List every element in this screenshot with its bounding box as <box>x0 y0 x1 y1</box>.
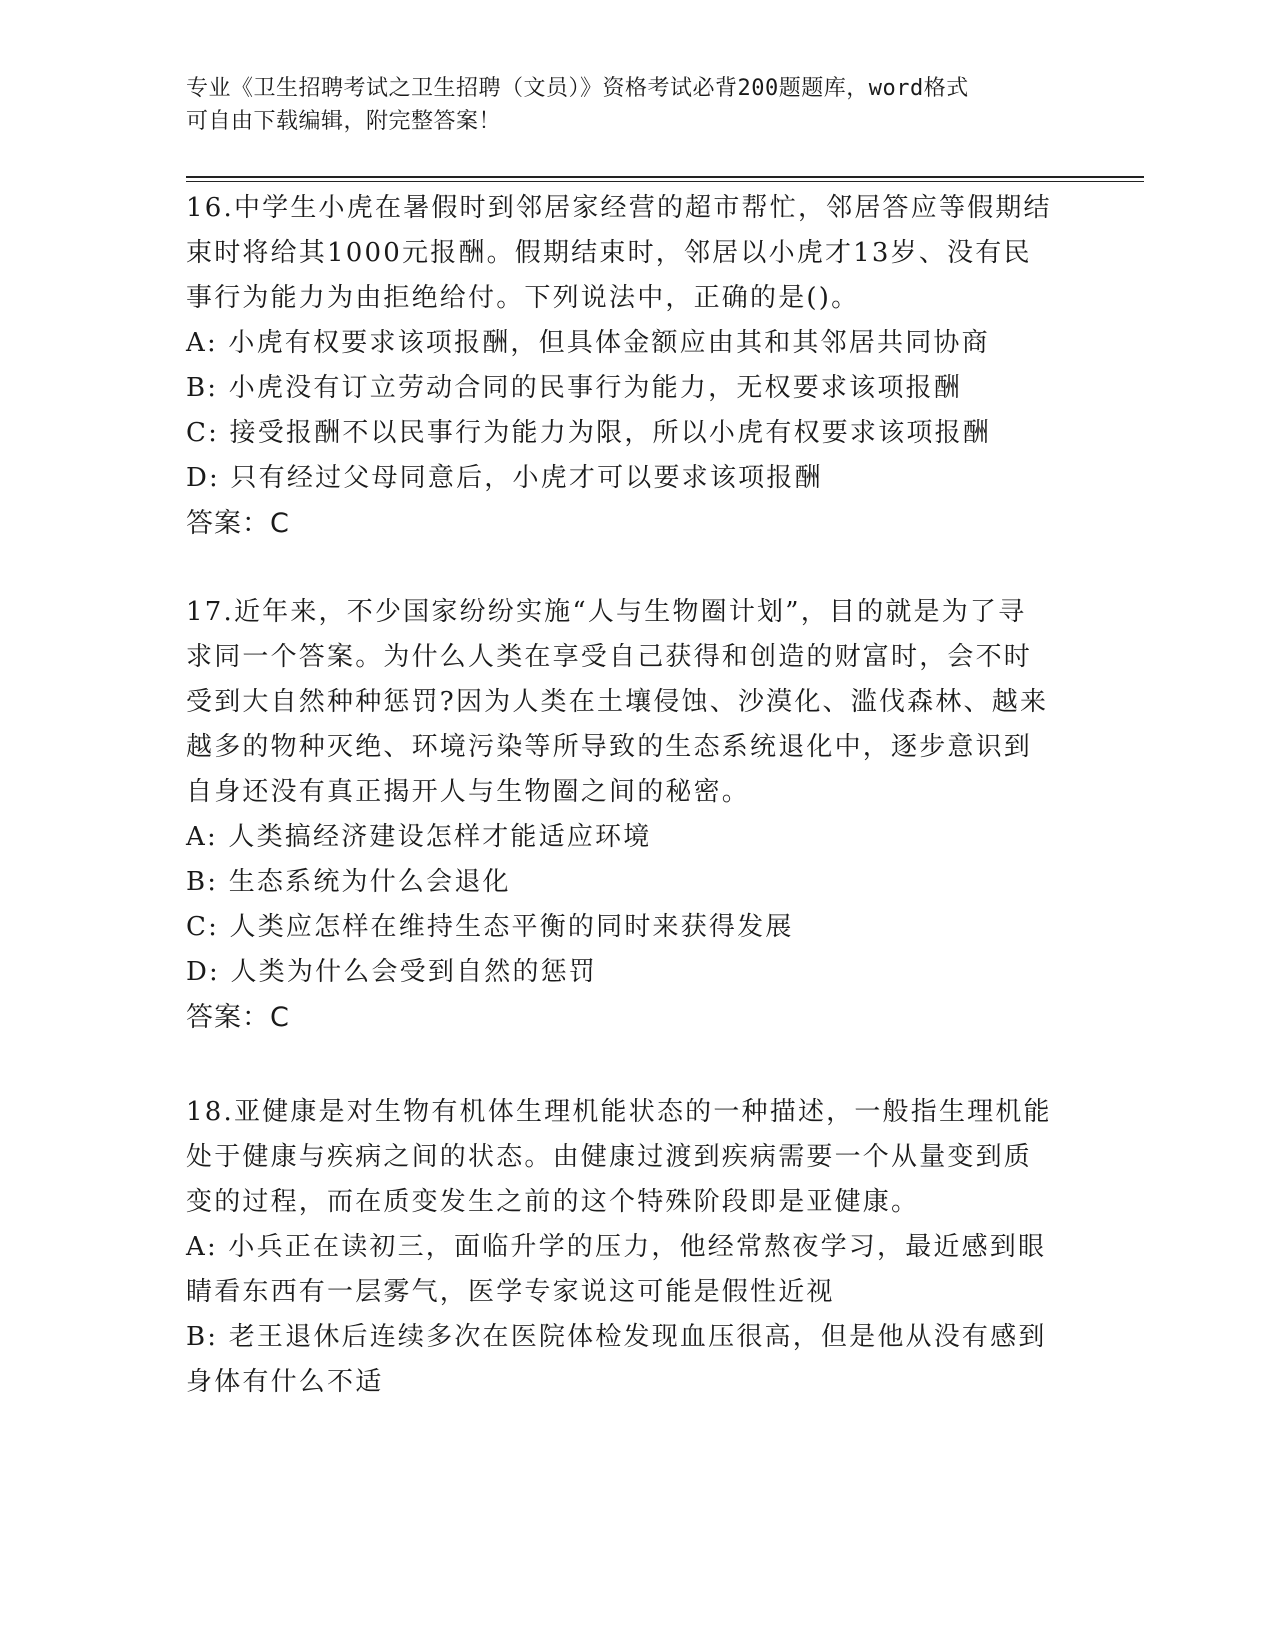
question-17-answer: 答案：C <box>186 1002 290 1033</box>
question-18 <box>186 1090 1066 1405</box>
header-line-1: 专业《卫生招聘考试之卫生招聘（文员）》资格考试必背200题题库，word格式 <box>186 76 969 101</box>
question-17-stem-line-1: 17.近年来，不少国家纷纷实施“人与生物圈计划”，目的就是为了寻 <box>186 597 1027 627</box>
header-line-2: 可自由下载编辑，附完整答案！ <box>186 109 502 134</box>
question-18-option-a-line-1: A: 小兵正在读初三，面临升学的压力，他经常熬夜学习，最近感到眼 <box>186 1232 1047 1262</box>
question-16-option-d: D: 只有经过父母同意后，小虎才可以要求该项报酬 <box>186 463 823 493</box>
question-16-answer: 答案：C <box>186 508 290 539</box>
question-17-option-d: D: 人类为什么会受到自然的惩罚 <box>186 957 598 987</box>
header-divider-thick <box>186 176 1144 178</box>
question-17-stem-line-4: 越多的物种灭绝、环境污染等所导致的生态系统退化中，逐步意识到 <box>186 732 1033 762</box>
question-18-stem-line-2: 处于健康与疾病之间的状态。由健康过渡到疾病需要一个从量变到质 <box>186 1142 1033 1172</box>
question-16 <box>186 186 1066 546</box>
question-18-option-b-line-1: B: 老王退休后连续多次在医院体检发现血压很高，但是他从没有感到 <box>186 1322 1047 1352</box>
question-18-option-a-line-2: 睛看东西有一层雾气，医学专家说这可能是假性近视 <box>186 1277 835 1307</box>
question-18-stem-line-3: 变的过程，而在质变发生之前的这个特殊阶段即是亚健康。 <box>186 1187 920 1217</box>
question-16-option-c: C: 接受报酬不以民事行为能力为限，所以小虎有权要求该项报酬 <box>186 418 991 448</box>
question-17-option-b: B: 生态系统为什么会退化 <box>186 867 511 897</box>
question-17 <box>186 590 1066 1040</box>
document-header <box>186 72 1066 138</box>
question-17-option-c: C: 人类应怎样在维持生态平衡的同时来获得发展 <box>186 912 794 942</box>
question-17-option-a: A: 人类搞经济建设怎样才能适应环境 <box>186 822 652 852</box>
question-17-stem-line-2: 求同一个答案。为什么人类在享受自己获得和创造的财富时，会不时 <box>186 642 1033 672</box>
question-16-option-a: A: 小虎有权要求该项报酬，但具体金额应由其和其邻居共同协商 <box>186 328 990 358</box>
question-17-stem-line-3: 受到大自然种种惩罚?因为人类在土壤侵蚀、沙漠化、滥伐森林、越来 <box>186 687 1049 717</box>
question-18-stem-line-1: 18.亚健康是对生物有机体生理机能状态的一种描述，一般指生理机能 <box>186 1097 1052 1127</box>
question-17-stem-line-5: 自身还没有真正揭开人与生物圈之间的秘密。 <box>186 777 751 807</box>
question-16-stem-line-2: 束时将给其1000元报酬。假期结束时，邻居以小虎才13岁、没有民 <box>186 238 1032 268</box>
question-16-option-b: B: 小虎没有订立劳动合同的民事行为能力，无权要求该项报酬 <box>186 373 962 403</box>
question-18-option-b-line-2: 身体有什么不适 <box>186 1367 384 1397</box>
question-16-stem-line-1: 16.中学生小虎在暑假时到邻居家经营的超市帮忙，邻居答应等假期结 <box>186 193 1052 223</box>
header-divider-thin <box>186 181 1144 182</box>
question-16-stem-line-3: 事行为能力为由拒绝给付。下列说法中，正确的是()。 <box>186 283 860 313</box>
